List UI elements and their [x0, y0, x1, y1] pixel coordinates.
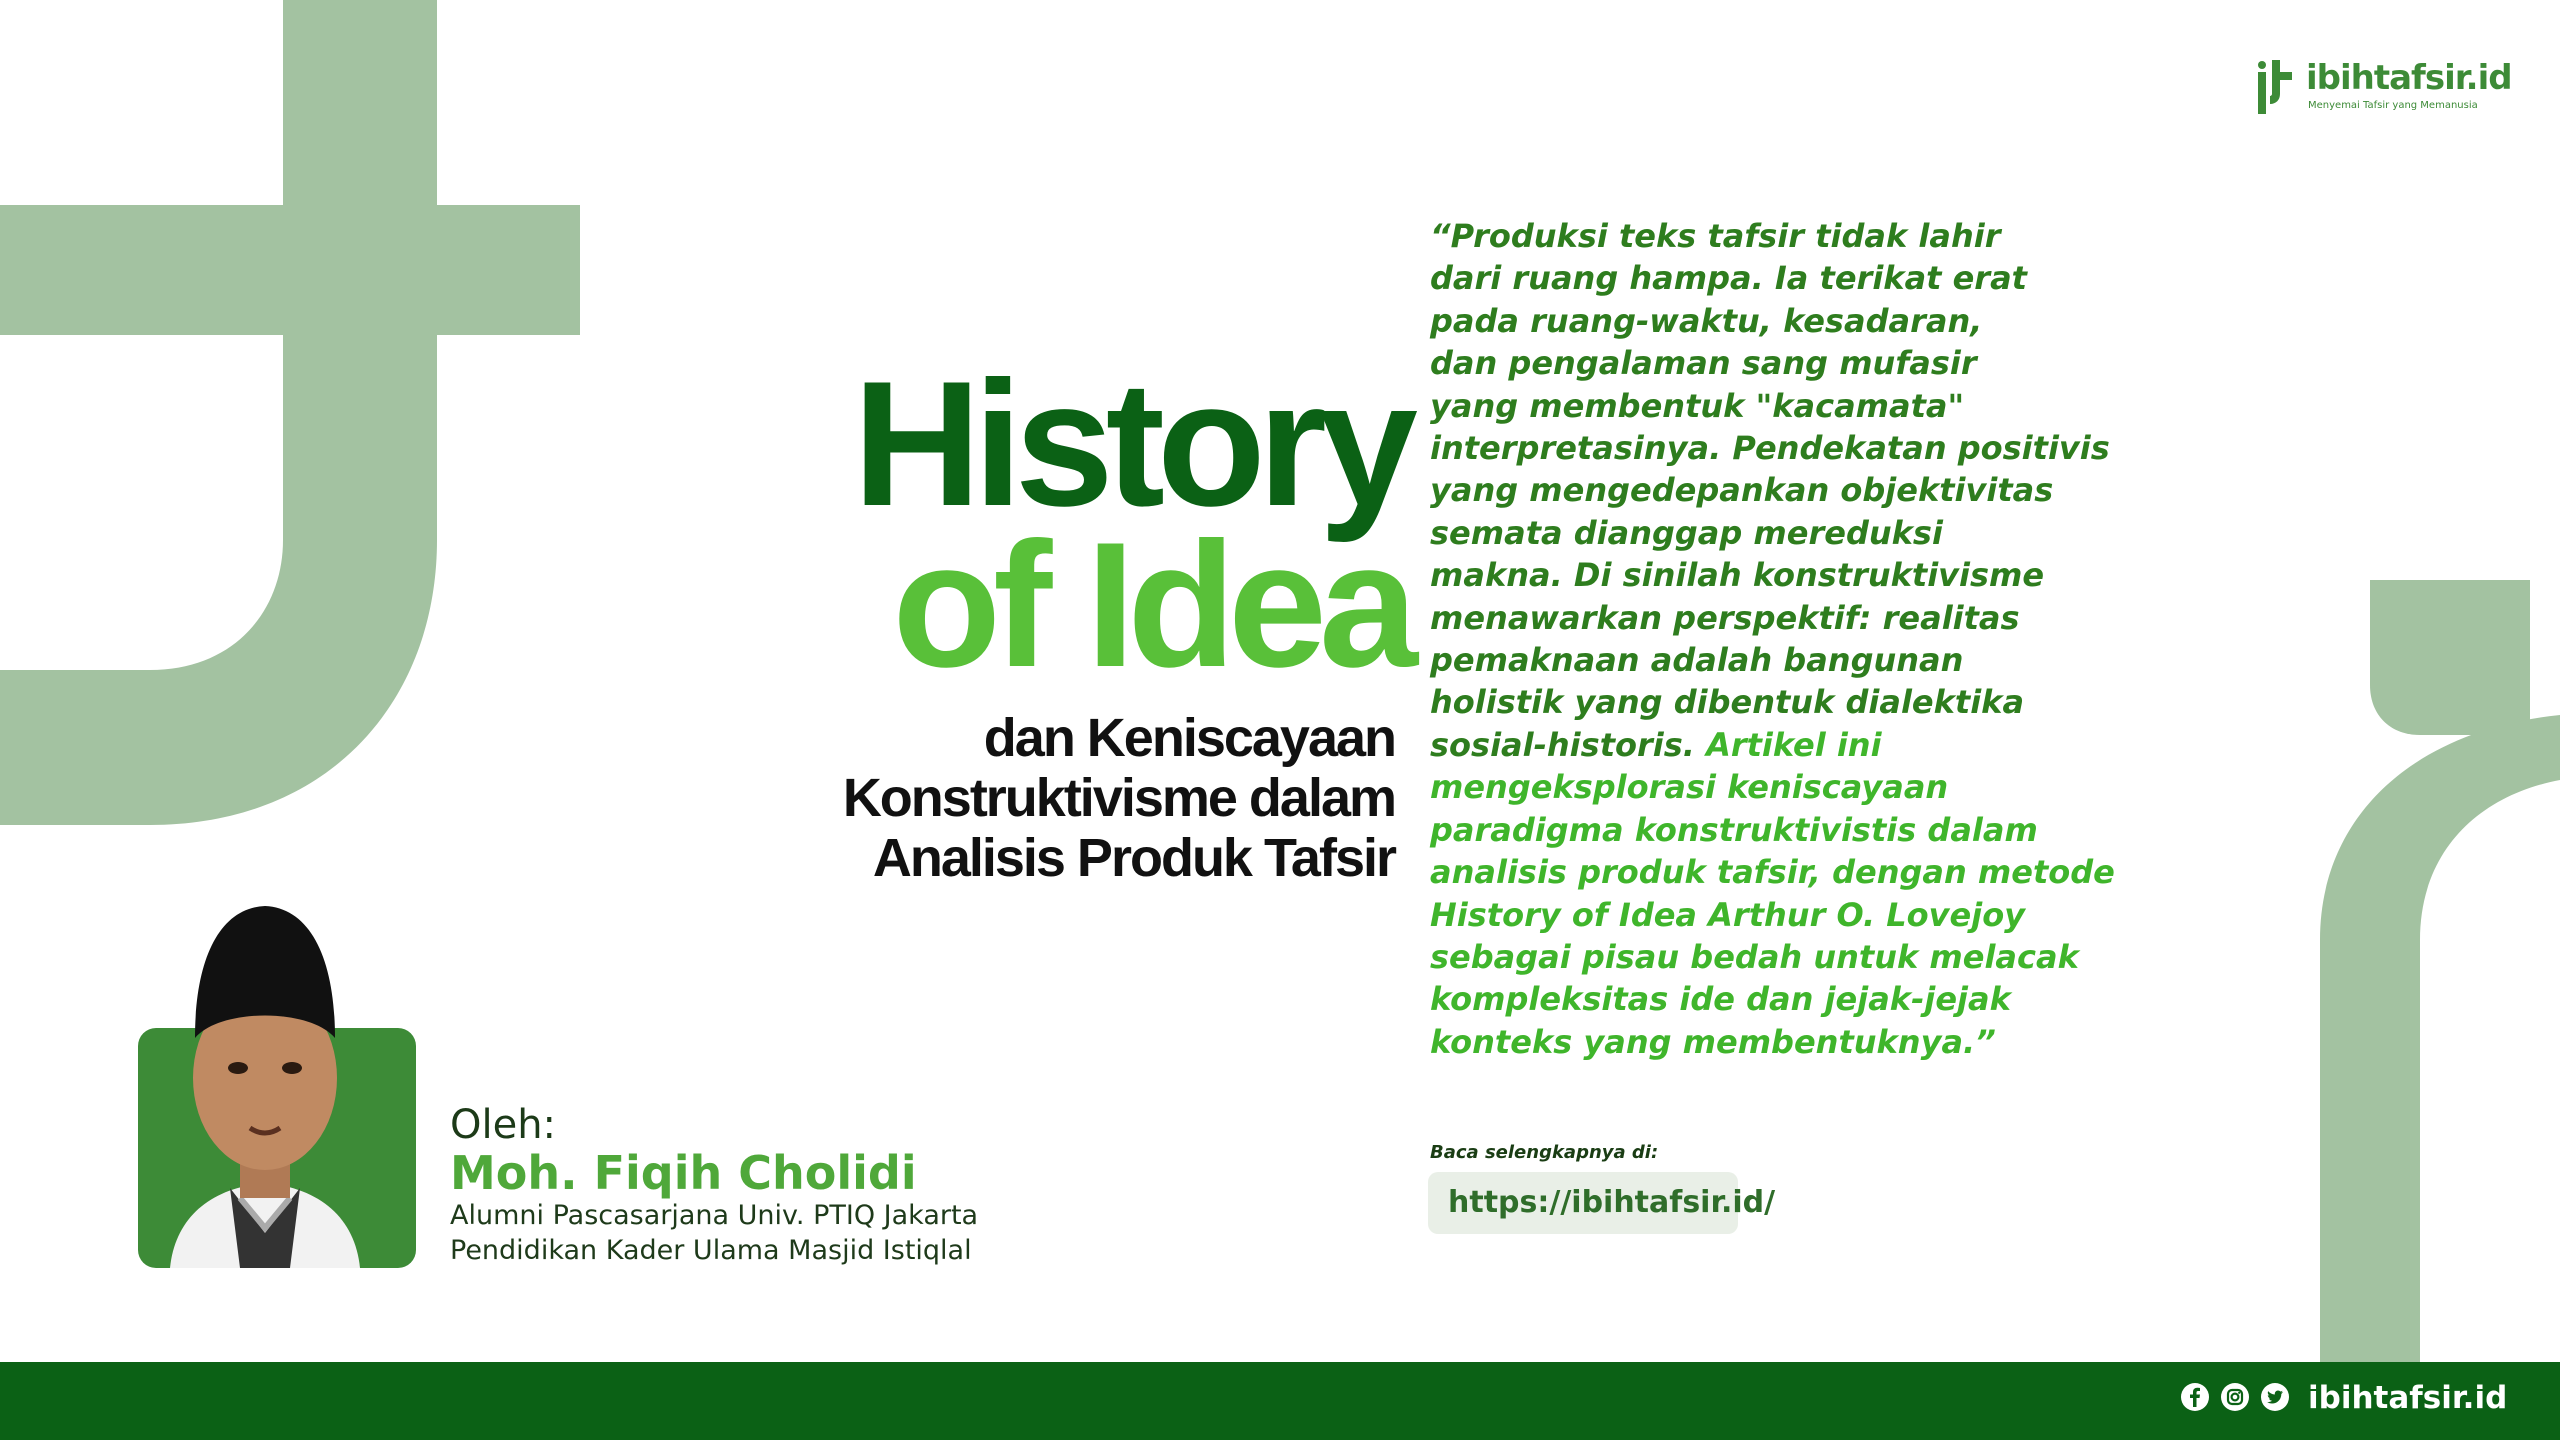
author-affiliation-1: Alumni Pascasarjana Univ. PTIQ Jakarta: [450, 1200, 979, 1231]
footer-site-link[interactable]: ibihtafsir.id: [2308, 1380, 2508, 1416]
quote-plain-part: sosial-historis.: [1430, 725, 1707, 764]
quote-highlight-line: analisis produk tafsir, dengan metode: [1430, 853, 2115, 892]
twitter-icon[interactable]: [2260, 1382, 2290, 1412]
author-name: Moh. Fiqih Cholidi: [450, 1146, 917, 1200]
quote-line: dari ruang hampa. Ia terikat erat: [1430, 259, 2027, 298]
quote-line: menawarkan perspektif: realitas: [1430, 598, 2020, 637]
quote-line: pemaknaan adalah bangunan: [1430, 641, 1964, 680]
author-portrait: [150, 888, 380, 1268]
brand-tagline: Menyemai Tafsir yang Memanusia: [2308, 100, 2478, 111]
quote-line: dan pengalaman sang mufasir: [1430, 344, 1977, 383]
quote-highlight-line: sebagai pisau bedah untuk melacak: [1430, 937, 2079, 976]
quote-line: holistik yang dibentuk dialektika: [1430, 683, 2025, 722]
quote-highlight-line: konteks yang membentuknya.”: [1430, 1022, 1996, 1061]
quote-line: “Produksi teks tafsir tidak lahir: [1430, 217, 2001, 255]
instagram-icon[interactable]: [2220, 1382, 2250, 1412]
quote-line: yang membentuk "kacamata": [1430, 386, 1965, 425]
read-more-label: Baca selengkapnya di:: [1430, 1142, 1659, 1163]
title-line-1: History: [852, 344, 1410, 543]
quote-line: makna. Di sinilah konstruktivisme: [1430, 556, 2045, 595]
brand-name: ibihtafsir.id: [2306, 58, 2512, 98]
brand-logo[interactable]: [2250, 58, 2512, 118]
author-by-label: Oleh:: [450, 1102, 557, 1148]
subtitle-line-2: Konstruktivisme dalam: [842, 768, 1395, 828]
right-brand-shape: [2320, 580, 2560, 1362]
read-more-url-link[interactable]: https://ibihtafsir.id/: [1428, 1172, 1738, 1234]
facebook-icon[interactable]: [2180, 1382, 2210, 1412]
article-quote: [1430, 215, 2150, 1063]
quote-highlight-line: History of Idea Arthur O. Lovejoy: [1430, 895, 2026, 934]
title-line-2: of Idea: [892, 505, 1410, 704]
subtitle-line-1: dan Keniscayaan: [983, 708, 1395, 768]
subtitle: [843, 708, 1395, 888]
footer-bar: [0, 1362, 2560, 1440]
quote-line-mixed: [1430, 724, 2150, 766]
left-brand-shape: [0, 0, 600, 830]
author-affiliation-2: Pendidikan Kader Ulama Masjid Istiqlal: [450, 1235, 972, 1266]
quote-highlight-line: kompleksitas ide dan jejak-jejak: [1430, 980, 2011, 1019]
quote-line: interpretasinya. Pendekatan positivis: [1430, 429, 2110, 468]
quote-line: semata dianggap mereduksi: [1430, 513, 1943, 552]
quote-highlight-part: Artikel ini: [1706, 725, 1882, 764]
quote-line: yang mengedepankan objektivitas: [1430, 471, 2054, 510]
quote-highlight-line: paradigma konstruktivistis dalam: [1430, 810, 2038, 849]
main-title: [852, 344, 1410, 704]
quote-line: pada ruang-waktu, kesadaran,: [1430, 301, 1983, 340]
subtitle-line-3: Analisis Produk Tafsir: [872, 828, 1395, 888]
ibihtafsir-logo-icon: [2250, 60, 2300, 114]
quote-highlight-line: mengeksplorasi keniscayaan: [1430, 768, 1949, 807]
